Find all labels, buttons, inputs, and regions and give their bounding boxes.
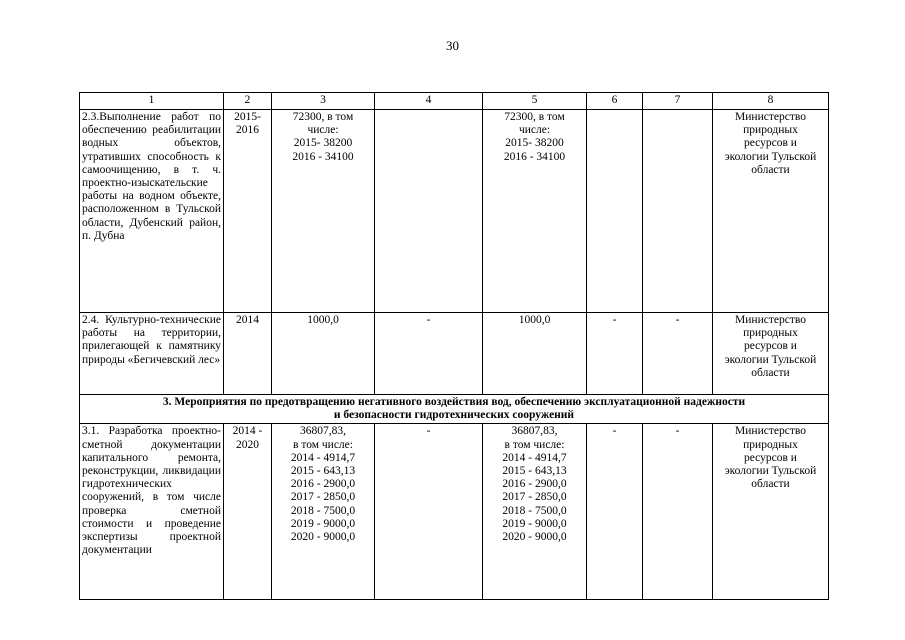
table-row [80,313,829,395]
total-funding-cell [272,110,375,313]
funding-line: 2016 - 34100 [503,150,566,163]
funding-line: числе: [307,124,339,137]
funding-line: числе: [518,124,551,137]
funding-line: 36807,83, [511,425,558,438]
period-cell: 2014 [224,313,272,395]
funding-line: 2015 - 643,13 [502,465,567,478]
executor-line: экологии Тульской [724,150,817,163]
column-6-cell: - [587,313,643,395]
responsible-executor-cell [713,424,829,600]
funding-line: 1000,0 [518,314,551,326]
funding-line: 1000,0 [307,314,339,326]
funding-line: 2016 - 2900,0 [502,478,567,491]
measures-table [79,92,829,600]
funding-line: 2016 - 2900,0 [290,478,356,491]
measure-description: 2.4. Культурно-технические работы на территории, прилегающей к памятнику природы «Бегичевский лес» [80,313,224,395]
executor-line: Министерство [735,111,806,123]
funding-line: 2018 - 7500,0 [502,504,567,517]
column-6-cell [587,110,643,313]
executor-line: природных [743,124,798,137]
column-5-cell [483,110,587,313]
executor-line: Министерство [735,314,806,326]
funding-line: 2014 - 4914,7 [290,451,356,464]
section-heading-line: и безопасности гидротехнических сооружений [333,409,575,422]
column-7-cell: - [643,424,713,600]
executor-line: экологии Тульской [724,353,817,366]
funding-line: в том числе: [293,438,353,451]
funding-line: 2016 - 34100 [292,150,354,163]
section-heading-line: 3. Мероприятия по предотвращению негативного воздействия вод, обеспечению эксплуатационной надежности [162,396,746,408]
column-number: 2 [224,93,272,110]
column-4-cell [375,110,483,313]
executor-line: области [751,366,790,379]
executor-line: области [751,163,790,176]
column-number: 7 [643,93,713,110]
responsible-executor-cell [713,110,829,313]
page-number: 30 [446,38,459,53]
executor-line: ресурсов и [744,340,797,353]
executor-line: ресурсов и [744,451,797,464]
column-number: 5 [483,93,587,110]
column-number: 6 [587,93,643,110]
measure-description: 2.3.Выполнение работ по обеспечению реабилитации водных объектов, утративших способность к самоочищению, в т. ч. проектно-изыскательские работы на водном объекте, расположенном в Тульской области, Дубенский район, п. Дубна [80,110,224,313]
column-number: 1 [80,93,224,110]
funding-line: 2019 - 9000,0 [290,517,356,530]
column-number: 3 [272,93,375,110]
period-cell: 2014 - 2020 [224,424,272,600]
funding-line: 72300, в том [292,111,354,123]
period-cell: 2015-2016 [224,110,272,313]
executor-line: ресурсов и [744,137,797,150]
total-funding-cell [272,313,375,395]
column-number: 8 [713,93,829,110]
executor-line: Министерство [735,425,806,438]
funding-line: 72300, в том [504,111,565,123]
funding-line: 2017 - 2850,0 [290,491,356,504]
executor-line: экологии Тульской [724,465,817,478]
section-heading [80,395,829,424]
funding-line: 2015 - 643,13 [290,465,356,478]
section-heading-row [80,395,829,424]
funding-line: 2019 - 9000,0 [502,517,567,530]
funding-line: 2015- 38200 [293,137,353,150]
funding-line: 2017 - 2850,0 [502,491,567,504]
funding-line: 2015- 38200 [505,137,564,150]
table-row [80,110,829,313]
measure-description: 3.1. Разработка проектно-сметной документации капитального ремонта, реконструкции, ликвидации гидротехнических сооружений, в том числе проверка сметной стоимости и проведение экспертизы проектной документации [80,424,224,600]
column-6-cell: - [587,424,643,600]
executor-line: природных [743,327,798,340]
funding-line: 2020 - 9000,0 [290,531,356,544]
column-4-cell: - [375,313,483,395]
column-4-cell: - [375,424,483,600]
column-7-cell [643,110,713,313]
column-5-cell [483,313,587,395]
funding-line: 2014 - 4914,7 [502,451,567,464]
funding-line: 2018 - 7500,0 [290,504,356,517]
total-funding-cell [272,424,375,600]
funding-line: 36807,83, [300,425,346,438]
funding-line: в том числе: [504,438,565,451]
responsible-executor-cell [713,313,829,395]
executor-line: природных [743,438,798,451]
column-5-cell [483,424,587,600]
column-number-row [80,93,829,110]
executor-line: области [751,478,790,491]
table-row [80,424,829,600]
column-number: 4 [375,93,483,110]
column-7-cell: - [643,313,713,395]
funding-line: 2020 - 9000,0 [502,531,567,544]
